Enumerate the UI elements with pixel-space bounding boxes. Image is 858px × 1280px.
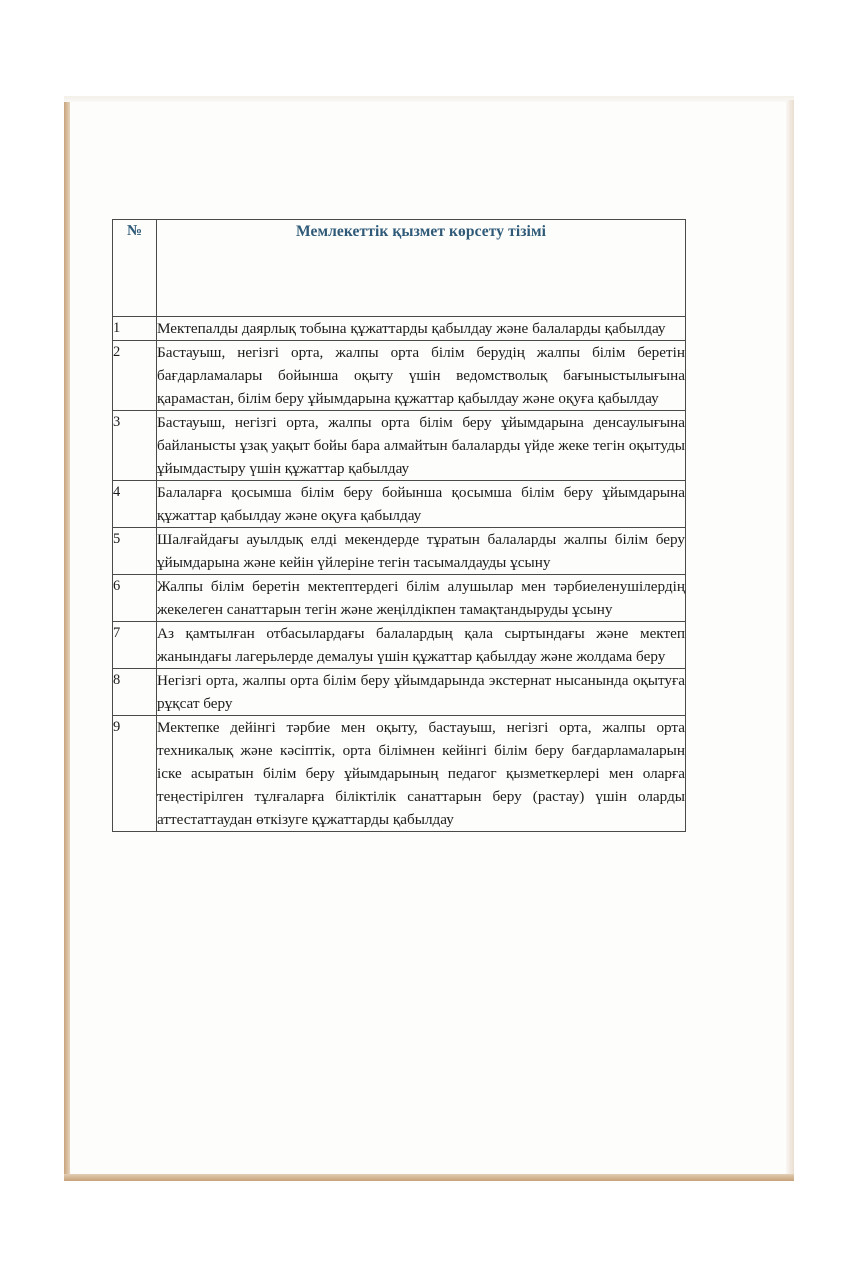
service-name: Балаларға қосымша білім беру бойынша қосымша білім беру ұйымдарына құжаттар қабылдау және оқуға қабылдау: [157, 481, 686, 528]
row-number: 6: [113, 575, 157, 622]
service-name: Бастауыш, негізгі орта, жалпы орта білім берудің жалпы білім беретін бағдарламалары бойынша оқыту үшін ведомстволық бағыныстылығына қарамастан, білім беру ұйымдарына құжаттар қабылдау және оқуға қабылдау: [157, 341, 686, 411]
service-name: Негізгі орта, жалпы орта білім беру ұйымдарында экстернат нысанында оқытуға рұқсат беру: [157, 669, 686, 716]
row-number: 4: [113, 481, 157, 528]
row-number: 7: [113, 622, 157, 669]
row-number: 3: [113, 411, 157, 481]
paper-edge-right: [786, 100, 794, 1180]
service-name: Мектепалды даярлық тобына құжаттарды қабылдау және балаларды қабылдау: [157, 317, 686, 341]
row-number: 5: [113, 528, 157, 575]
service-name: Бастауыш, негізгі орта, жалпы орта білім беру ұйымдарына денсаулығына байланысты ұзақ уақыт бойы бара алмайтын балаларды үйде жеке тегін оқытуды ұйымдастыру үшін құжаттар қабылдау: [157, 411, 686, 481]
public-services-table: [112, 219, 686, 832]
table-row: [113, 622, 686, 669]
services-list-title: Мемлекеттік қызмет көрсету тізімі: [157, 220, 686, 317]
table-row: [113, 481, 686, 528]
row-number: 2: [113, 341, 157, 411]
table-row: [113, 716, 686, 832]
table-row: [113, 411, 686, 481]
table-row: [113, 528, 686, 575]
row-number: 1: [113, 317, 157, 341]
table-row: [113, 669, 686, 716]
service-name: Жалпы білім беретін мектептердегі білім алушылар мен тәрбиеленушілердің жекелеген санаттарын тегін және жеңілдікпен тамақтандыруды ұсыну: [157, 575, 686, 622]
number-column-header: №: [113, 220, 157, 317]
service-name: Шалғайдағы ауылдық елді мекендерде тұратын балаларды жалпы білім беру ұйымдарына және кейін үйлеріне тегін тасымалдауды ұсыну: [157, 528, 686, 575]
table-header-row: [113, 220, 686, 317]
table-row: [113, 317, 686, 341]
table-row: [113, 341, 686, 411]
table-row: [113, 575, 686, 622]
paper-edge-bottom: [64, 1174, 794, 1181]
row-number: 9: [113, 716, 157, 832]
service-name: Аз қамтылған отбасылардағы балалардың қала сыртындағы және мектеп жанындағы лагерьлерде демалуы үшін құжаттар қабылдау және жолдама беру: [157, 622, 686, 669]
row-number: 8: [113, 669, 157, 716]
service-name: Мектепке дейінгі тәрбие мен оқыту, бастауыш, негізгі орта, жалпы орта техникалық және кәсіптік, орта білімнен кейінгі білім беру бағдарламаларын іске асыратын білім беру ұйымдарының педагог қызметкерлері мен оларға теңестірілген тұлғаларға біліктілік санаттарын беру (растау) үшін оларды аттестаттаудан өткізуге құжаттарды қабылдау: [157, 716, 686, 832]
